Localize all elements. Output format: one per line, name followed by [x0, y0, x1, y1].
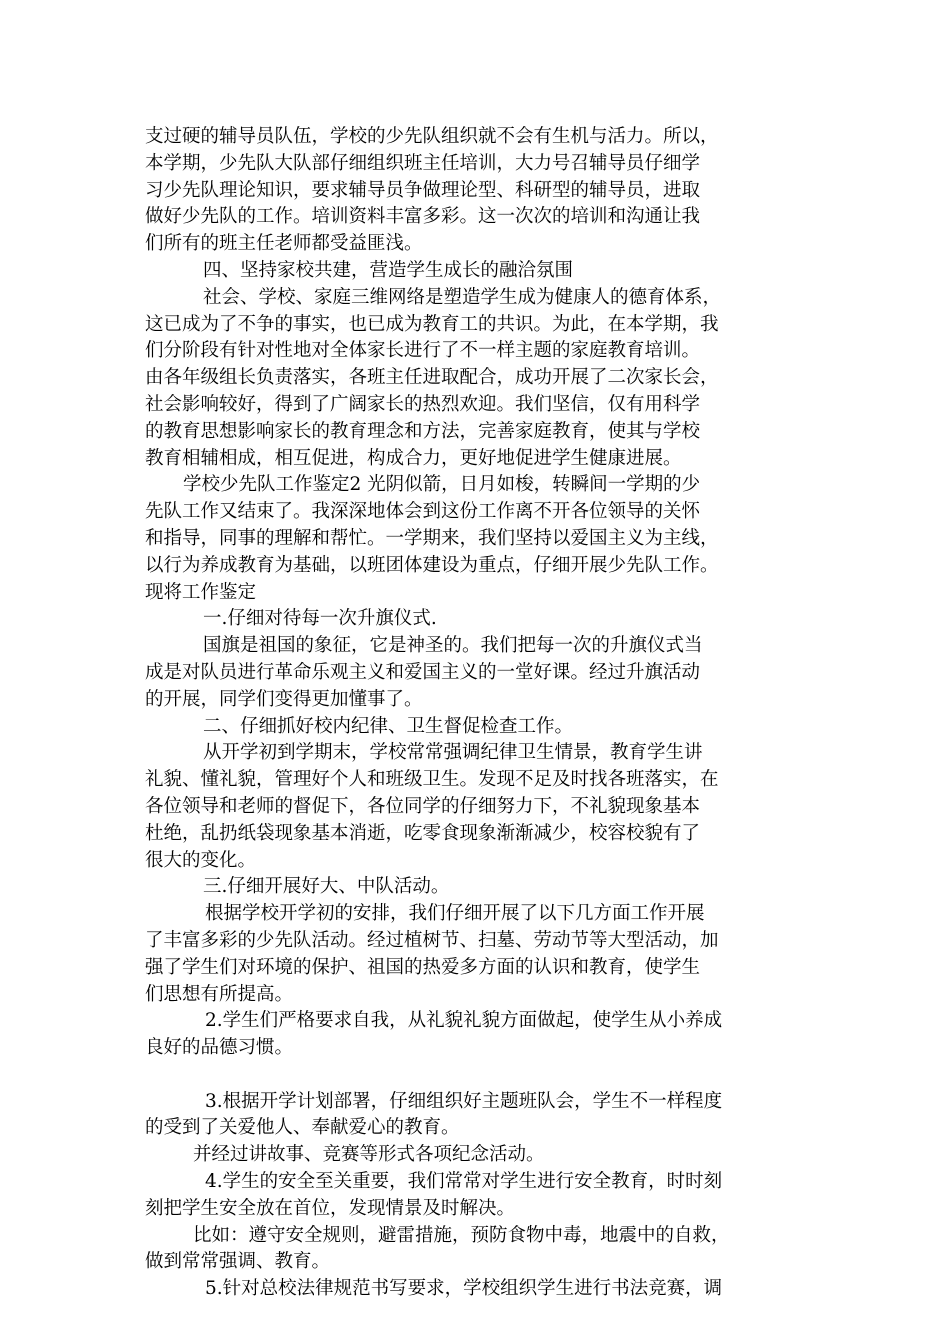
text-line: 一.仔细对待每一次升旗仪式.: [203, 608, 437, 630]
text-line: 先队工作又结束了。我深深地体会到这份工作离不开各位领导的关怀: [145, 501, 701, 523]
text-line: 5.针对总校法律规范书写要求，学校组织学生进行书法竞赛，调: [205, 1278, 723, 1300]
text-line: 各位领导和老师的督促下，各位同学的仔细努力下，不礼貌现象基本: [145, 795, 701, 817]
text-line: 国旗是祖国的象征，它是神圣的。我们把每一次的升旗仪式当: [203, 635, 703, 657]
text-line: 的开展，同学们变得更加懂事了。: [145, 688, 423, 710]
text-line: 礼貌、懂礼貌，管理好个人和班级卫生。发现不足及时找各班落实，在: [145, 769, 719, 791]
text-line: 支过硬的辅导员队伍，学校的少先队组织就不会有生机与活力。所以，: [145, 126, 719, 147]
text-line: 从开学初到学期末，学校常常强调纪律卫生情景，教育学生讲: [203, 742, 703, 764]
text-line: 现将工作鉴定: [145, 581, 257, 603]
text-line: 2.学生们严格要求自我，从礼貌礼貌方面做起，使学生从小养成: [205, 1010, 723, 1032]
text-line: 本学期，少先队大队部仔细组织班主任培训，大力号召辅导员仔细学: [145, 152, 701, 174]
text-line: 们思想有所提高。: [145, 983, 294, 1005]
text-line: 由各年级组长负责落实，各班主任进取配合，成功开展了二次家长会，: [145, 367, 719, 389]
text-line: 了丰富多彩的少先队活动。经过植树节、扫墓、劳动节等大型活动，加: [145, 929, 719, 951]
text-line: 做好少先队的工作。培训资料丰富多彩。这一次次的培训和沟通让我: [145, 206, 701, 228]
text-line: 刻把学生安全放在首位，发现情景及时解决。: [145, 1197, 516, 1219]
text-line: 做到常常强调、教育。: [145, 1251, 331, 1273]
text-line: 们分阶段有针对性地对全体家长进行了不一样主题的家庭教育培训。: [145, 340, 701, 362]
text-line: 四、坚持家校共建，营造学生成长的融洽氛围: [203, 259, 574, 281]
text-line: 成是对队员进行革命乐观主义和爱国主义的一堂好课。经过升旗活动: [145, 661, 701, 683]
text-line: 学校少先队工作鉴定2 光阴似箭，日月如梭，转瞬间一学期的少: [183, 474, 701, 496]
text-line: 教育相辅相成，相互促进，构成合力，更好地促进学生健康进展。: [145, 447, 682, 469]
text-line: 二、仔细抓好校内纪律、卫生督促检查工作。: [203, 715, 574, 737]
text-line: 很大的变化。: [145, 849, 257, 871]
text-line: 们所有的班主任老师都受益匪浅。: [145, 233, 423, 255]
text-line: 这已成为了不争的事实，也已成为教育工的共识。为此，在本学期，我: [145, 313, 719, 335]
text-line: 和指导，同事的理解和帮忙。一学期来，我们坚持以爱国主义为主线，: [145, 527, 719, 549]
text-line: 并经过讲故事、竞赛等形式各项纪念活动。: [193, 1144, 545, 1166]
text-line: 三.仔细开展好大、中队活动。: [203, 876, 450, 898]
text-line: 社会影响较好，得到了广阔家长的热烈欢迎。我们坚信，仅有用科学: [145, 393, 701, 415]
text-line: 习少先队理论知识，要求辅导员争做理论型、科研型的辅导员，进取: [145, 179, 701, 201]
text-line: 3.根据开学计划部署，仔细组织好主题班队会，学生不一样程度: [205, 1090, 723, 1112]
text-line: 良好的品德习惯。: [145, 1037, 294, 1059]
text-line: 4.学生的安全至关重要，我们常常对学生进行安全教育，时时刻: [205, 1171, 723, 1193]
document-page: [145, 124, 825, 1303]
text-line: 以行为养成教育为基础，以班团体建设为重点，仔细开展少先队工作。: [145, 554, 719, 576]
text-line: 杜绝，乱扔纸袋现象基本消逝，吃零食现象渐渐减少，校容校貌有了: [145, 822, 701, 844]
blank-line: [145, 1062, 825, 1089]
text-line: 强了学生们对环境的保护、祖国的热爱多方面的认识和教育，使学生: [145, 956, 701, 978]
text-line: 的受到了关爱他人、奉献爱心的教育。: [145, 1117, 460, 1139]
text-line: 社会、学校、家庭三维网络是塑造学生成为健康人的德育体系，: [203, 286, 722, 308]
text-line: 比如：遵守安全规则，避雷措施，预防食物中毒，地震中的自救，: [193, 1224, 730, 1246]
text-line: 根据学校开学初的安排，我们仔细开展了以下几方面工作开展: [205, 903, 705, 925]
text-line: 的教育思想影响家长的教育理念和方法，完善家庭教育，使其与学校: [145, 420, 701, 442]
